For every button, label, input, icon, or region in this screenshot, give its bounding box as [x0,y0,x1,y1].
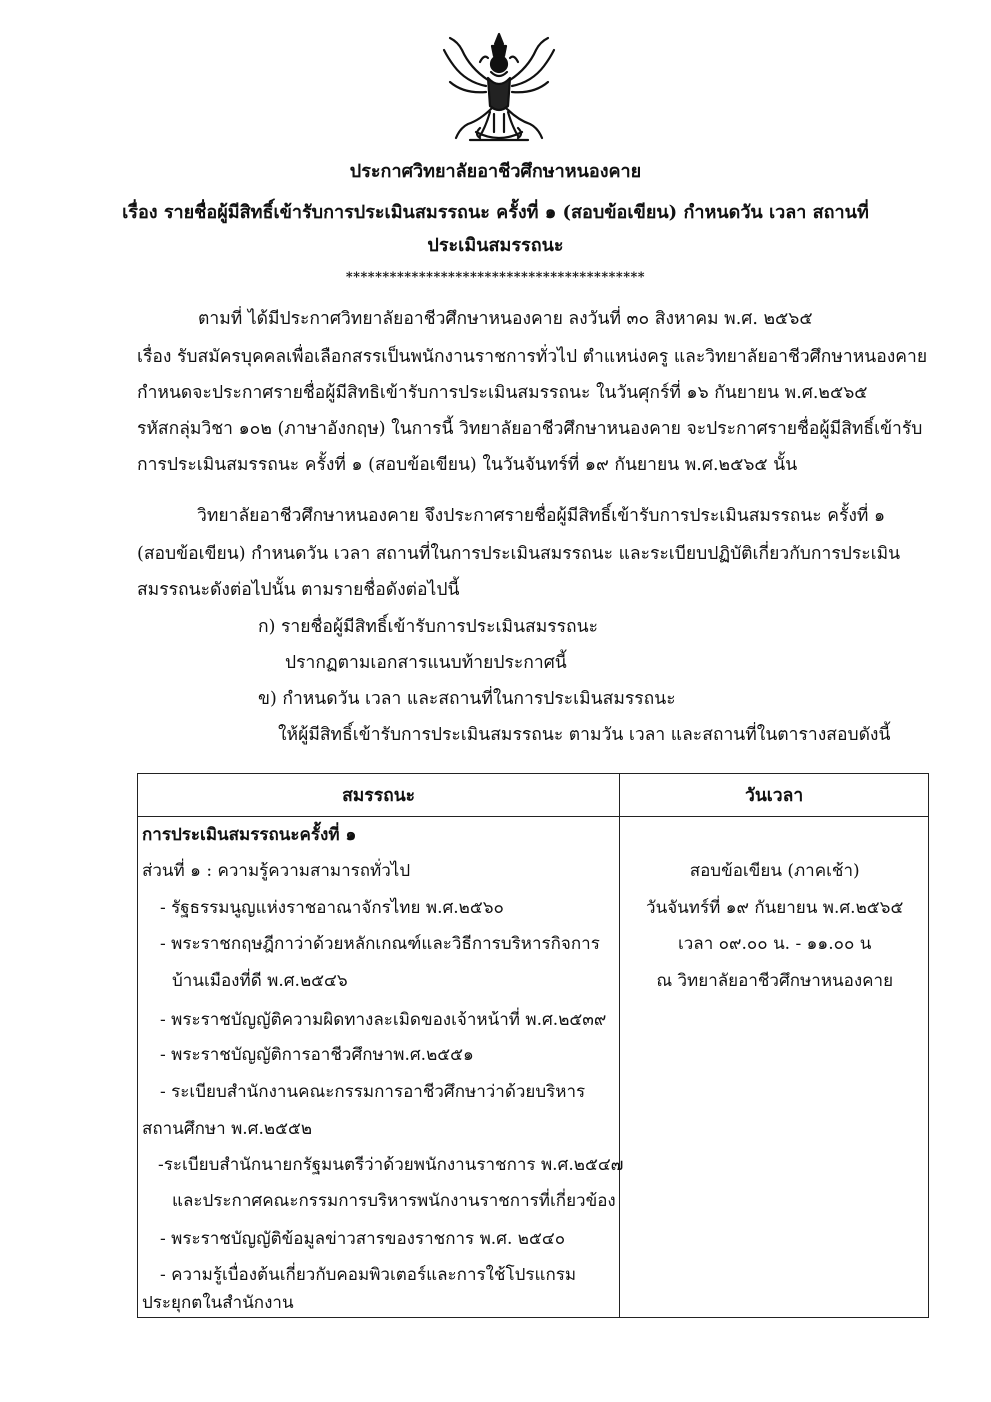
garuda-emblem-icon [440,28,558,148]
paragraph-line: รหัสกลุ่มวิชา ๑๐๒ (ภาษาอังกฤษ) ในการนี้ วิทยาลัยอาชีวศึกษาหนองคาย จะประกาศรายชื่อผู้มีสิทธิ์เข้ารับ [137,419,923,439]
paragraph-line: ตามที่ ได้มีประกาศวิทยาลัยอาชีวศึกษาหนองคาย ลงวันที่ ๓๐ สิงหาคม พ.ศ. ๒๕๖๕ [198,309,813,329]
exam-time: เวลา ๐๙.๐๐ น. - ๑๑.๐๐ น [677,934,872,954]
section-title: การประเมินสมรรถนะครั้งที่ ๑ [142,825,357,845]
paragraph-line: เรื่อง รับสมัครบุคคลเพื่อเลือกสรรเป็นพนักงานราชการทั่วไป ตำแหน่งครู และวิทยาลัยอาชีวศึกษาหนองคาย [137,347,928,367]
list-item: -ระเบียบสำนักนายกรัฐมนตรีว่าด้วยพนักงานราชการ พ.ศ.๒๕๔๗ [158,1155,624,1175]
list-item: ส่วนที่ ๑ : ความรู้ความสามารถทั่วไป [142,861,411,881]
paragraph-line: วิทยาลัยอาชีวศึกษาหนองคาย จึงประกาศรายชื่อผู้มีสิทธิ์เข้ารับการประเมินสมรรถนะ ครั้งที่ ๑ [197,506,886,526]
paragraph-line: สมรรถนะดังต่อไปนั้น ตามรายชื่อดังต่อไปนี้ [137,580,460,600]
list-item: ประยุกตในสำนักงาน [142,1293,294,1313]
list-item: - พระราชบัญญัติการอาชีวศึกษาพ.ศ.๒๕๕๑ [160,1045,474,1065]
list-item: และประกาศคณะกรรมการบริหารพนักงานราชการที่เกี่ยวข้อง [172,1191,616,1211]
datetime-cell [620,817,929,1318]
item-a-label: ก) รายชื่อผู้มีสิทธิ์เข้ารับการประเมินสมรรถนะ [258,617,599,637]
paragraph-line: การประเมินสมรรถนะ ครั้งที่ ๑ (สอบข้อเขียน) ในวันจันทร์ที่ ๑๙ กันยายน พ.ศ.๒๕๖๕ นั้น [137,455,798,475]
item-a-detail: ปรากฏตามเอกสารแนบท้ายประกาศนี้ [285,653,567,673]
list-item: - พระราชบัญญัติข้อมูลข่าวสารของราชการ พ.ศ. ๒๕๔๐ [160,1229,566,1249]
announcement-subject-cont: ประเมินสมรรถนะ [427,235,564,256]
announcement-subject: เรื่อง รายชื่อผู้มีสิทธิ์เข้ารับการประเมินสมรรถนะ ครั้งที่ ๑ (สอบข้อเขียน) กำหนดวัน เวลา สถานที่ [122,202,869,223]
list-item: บ้านเมืองที่ดี พ.ศ.๒๕๔๖ [172,971,348,991]
list-item: - พระราชกฤษฎีกาว่าด้วยหลักเกณฑ์และวิธีการบริหารกิจการ [160,934,600,954]
competency-cell [138,817,624,1318]
exam-date: วันจันทร์ที่ ๑๙ กันยายน พ.ศ.๒๕๖๕ [646,898,904,918]
list-item: - พระราชบัญญัติความผิดทางละเมิดของเจ้าหน้าที่ พ.ศ.๒๕๓๙ [160,1010,607,1030]
exam-location: ณ วิทยาลัยอาชีวศึกษาหนองคาย [656,971,894,991]
item-b-detail: ให้ผู้มีสิทธิ์เข้ารับการประเมินสมรรถนะ ตามวัน เวลา และสถานที่ในตารางสอบดังนี้ [278,725,891,745]
announcement-title: ประกาศวิทยาลัยอาชีวศึกษาหนองคาย [349,161,642,182]
list-item: - ระเบียบสำนักงานคณะกรรมการอาชีวศึกษาว่าด้วยบริหาร [160,1082,586,1102]
item-b-label: ข) กำหนดวัน เวลา และสถานที่ในการประเมินสมรรถนะ [258,689,676,709]
table-header-competency: สมรรถนะ [138,774,620,817]
table-row [138,817,929,1318]
separator-line: ***************************************** [345,270,646,285]
list-item: - รัฐธรรมนูญแห่งราชอาณาจักรไทย พ.ศ.๒๕๖๐ [160,898,504,918]
list-item: สถานศึกษา พ.ศ.๒๕๕๒ [142,1119,313,1139]
paragraph-line: กำหนดจะประกาศรายชื่อผู้มีสิทธิเข้ารับการประเมินสมรรถนะ ในวันศุกร์ที่ ๑๖ กันยายน พ.ศ.๒๕๖๕ [137,383,868,403]
table-header-row [138,774,929,817]
paragraph-line: (สอบข้อเขียน) กำหนดวัน เวลา สถานที่ในการประเมินสมรรถนะ และระเบียบปฏิบัติเกี่ยวกับการประเมิน [137,544,901,564]
table-header-datetime: วันเวลา [620,774,929,817]
exam-type: สอบข้อเขียน (ภาคเช้า) [689,861,860,881]
exam-schedule-table [137,773,929,1318]
list-item: - ความรู้เบื่องต้นเกี่ยวกับคอมพิวเตอร์และการใช้โปรแกรม [160,1265,577,1285]
